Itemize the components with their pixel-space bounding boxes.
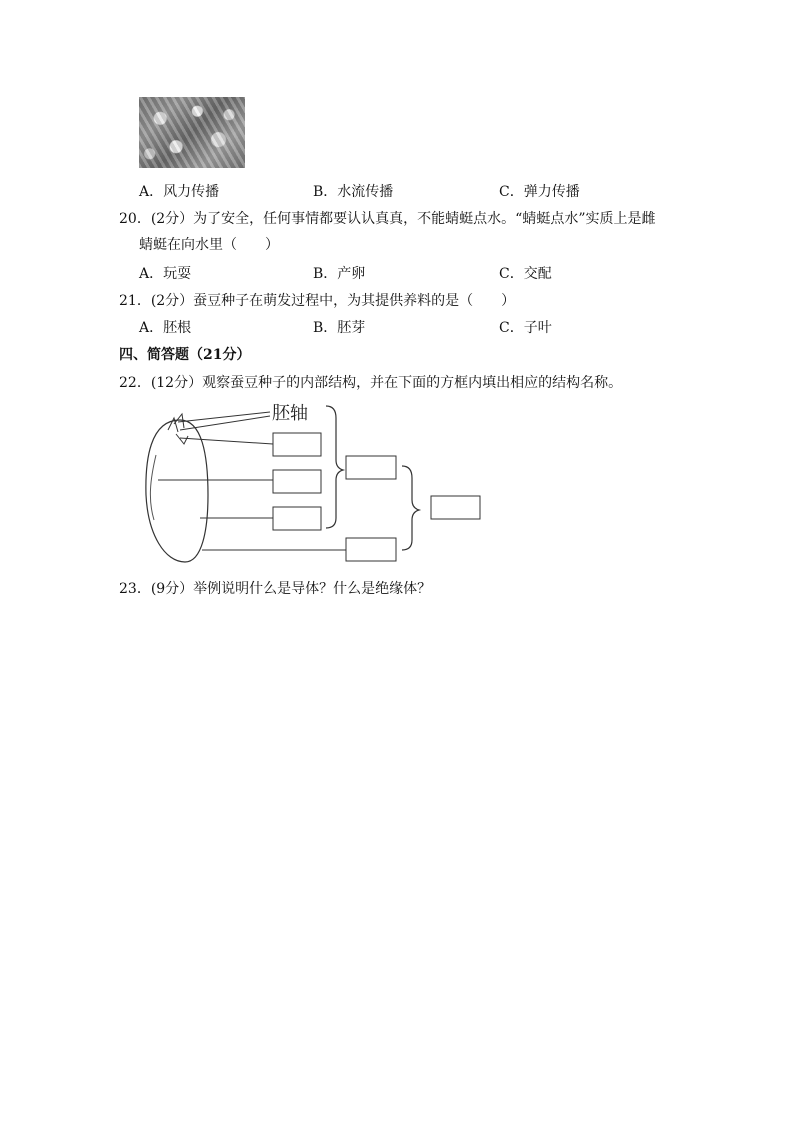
seed-structure-diagram (140, 400, 490, 565)
answer-box-5 (346, 538, 396, 561)
q21-option-a: A．胚根 (139, 320, 192, 336)
plant-photo (139, 97, 245, 168)
answer-box-2 (273, 470, 321, 493)
seed-outline (146, 420, 208, 562)
q19-option-c: C．弹力传播 (499, 184, 580, 200)
q20-option-a: A．玩耍 (139, 266, 192, 282)
q21-option-b: B．胚芽 (313, 320, 366, 336)
q22-stem: 22．(12分）观察蚕豆种子的内部结构，并在下面的方框内填出相应的结构名称。 (119, 375, 623, 391)
answer-box-1 (273, 433, 321, 456)
section-title: 四、简答题（21分） (119, 347, 251, 363)
q20-option-b: B．产卵 (313, 266, 366, 282)
q21-option-c: C．子叶 (499, 320, 552, 336)
answer-box-6 (431, 496, 480, 519)
q20-stem-line1: 20．(2分）为了安全，任何事情都要认认真真，不能蜻蜓点水。“蜻蜓点水”实质上是雌 (119, 211, 656, 227)
q23-stem: 23．(9分）举例说明什么是导体？什么是绝缘体？ (119, 581, 432, 597)
q20-stem-line2: 蜻蜓在向水里（ ） (139, 237, 279, 253)
q21-stem: 21．(2分）蚕豆种子在萌发过程中，为其提供养料的是（ ） (119, 293, 516, 309)
hypocotyl-label: 胚轴 (272, 403, 308, 424)
q20-option-c: C．交配 (499, 266, 552, 282)
embryo-curve (150, 455, 156, 520)
brace-seed (402, 466, 419, 550)
q19-option-a: A．风力传播 (139, 184, 220, 200)
q19-option-b: B．水流传播 (313, 184, 394, 200)
answer-box-3 (273, 507, 321, 530)
leader-line (180, 438, 273, 444)
brace-embryo (326, 406, 343, 528)
answer-box-4 (346, 456, 396, 479)
